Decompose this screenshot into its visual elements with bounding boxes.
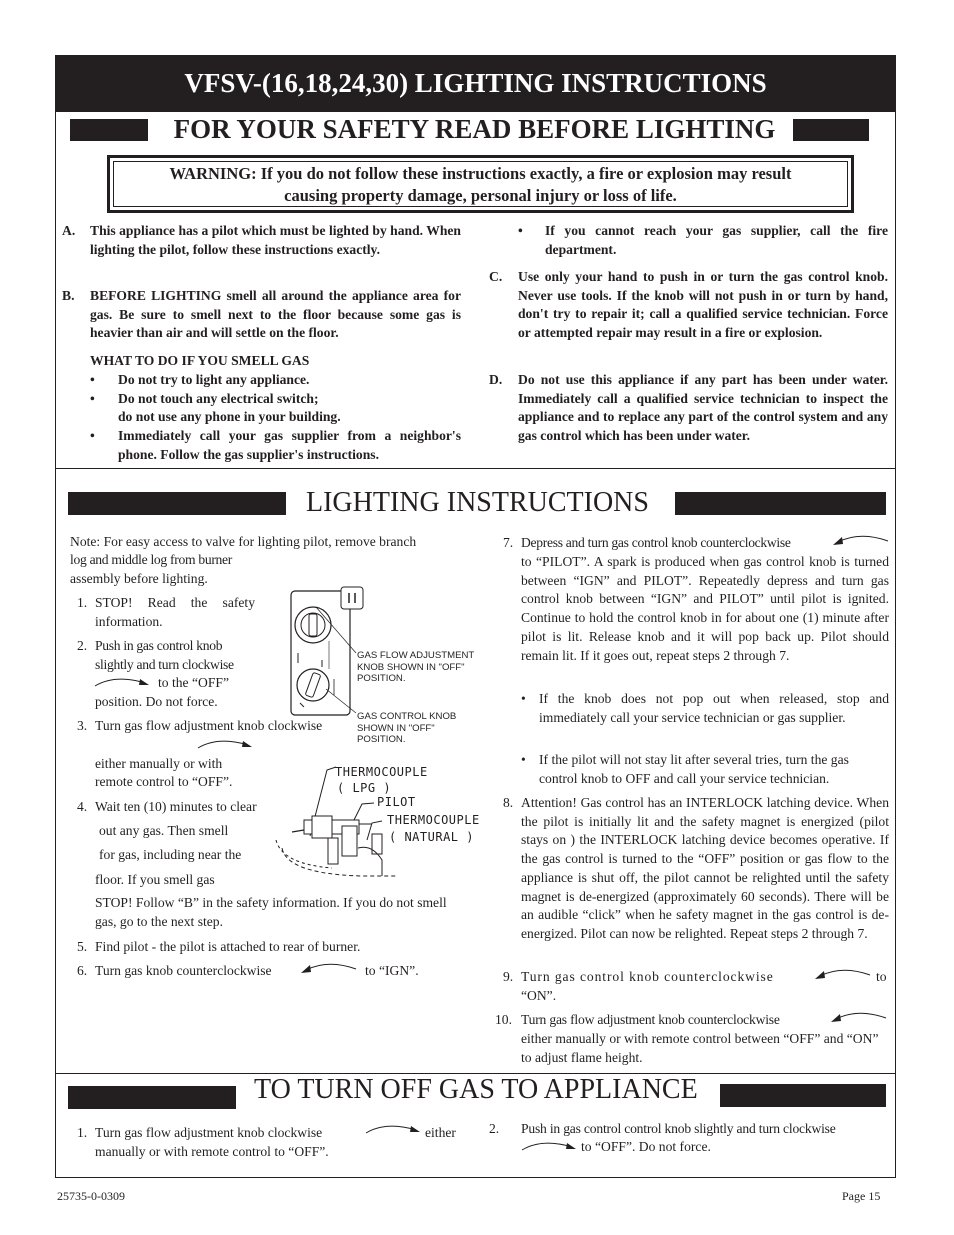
smell-heading: WHAT TO DO IF YOU SMELL GAS xyxy=(90,353,310,368)
counterclockwise-arrow-icon xyxy=(812,966,874,980)
safety-c-letter: C. xyxy=(489,269,503,284)
safety-d-text: Do not use this appliance if any part has been under water. Immediately call a qualified service technician to inspect the appliance and to replace any part of the control system and any gas control which has been under water. xyxy=(518,372,888,444)
smell-bullet-1: Do not try to light any appliance. xyxy=(118,372,310,387)
heading-bar-right xyxy=(720,1084,886,1107)
step-7-text-b: to “PILOT”. A spark is produced when gas control knob is turned between “IGN” and PILOT”. Repeatedly depress and turn gas control knob between “IGN” and PILOT” until pilot is ignited. Continue to hold the control knob in for about one (1) minute after pilot is lit. Release knob and it will pop back up. Pilot should remain lit. If it goes out, repeat steps 2 through 7. xyxy=(521,554,889,663)
thermocouple-natural-label: THERMOCOUPLE xyxy=(387,813,480,827)
warning-line-1: WARNING: If you do not follow these instructions exactly, a fire or explosion may result xyxy=(169,164,792,183)
step-9-text-c: “ON”. xyxy=(521,988,557,1003)
step-2-text-b: to the “OFF” position. Do not force. xyxy=(95,675,229,709)
step-number: 2. xyxy=(77,638,88,653)
safety-a-text: This appliance has a pilot which must be lighted by hand. When lighting the pilot, follow these instructions exactly. xyxy=(90,223,461,257)
counterclockwise-arrow-icon xyxy=(830,532,892,546)
step-2-text-a: Push in gas control knob slightly and turn clockwise xyxy=(95,638,234,672)
counterclockwise-arrow-icon xyxy=(828,1009,890,1023)
step-7-text-a: Depress and turn gas control knob counterclockwise xyxy=(521,535,791,550)
step-number: 9. xyxy=(503,969,514,984)
step-7-bullet-1: If the knob does not pop out when released, stop and immediately call your service technician or gas supplier. xyxy=(539,691,889,725)
bullet-icon: • xyxy=(90,391,95,406)
pilot-label: PILOT xyxy=(377,795,416,809)
heading-bar-right xyxy=(793,119,869,141)
step-number: 3. xyxy=(77,718,88,733)
step-number: 6. xyxy=(77,963,88,978)
page-title: VFSV-(16,18,24,30) LIGHTING INSTRUCTIONS xyxy=(55,55,896,112)
warning-box xyxy=(107,155,854,213)
heading-bar-left xyxy=(68,1086,236,1109)
step-7-bullet-2: If the pilot will not stay lit after several tries, turn the gas control knob to OFF and call your service technician. xyxy=(539,752,849,786)
document-code: 25735-0-0309 xyxy=(57,1189,125,1203)
heading-bar-left xyxy=(68,492,286,515)
lighting-note-line-3: assembly before lighting. xyxy=(70,571,208,586)
step-1-text: STOP! Read the safety information. xyxy=(95,595,255,629)
turnoff-step-1-text-c: manually or with remote control to “OFF”. xyxy=(95,1144,329,1159)
smell-bullet-2a: Do not touch any electrical switch; xyxy=(118,391,319,406)
step-number: 1. xyxy=(77,1125,88,1140)
safety-d-letter: D. xyxy=(489,372,503,387)
bullet-icon: • xyxy=(521,691,526,706)
step-3-text-b: either manually or with remote control to “OFF”. xyxy=(95,755,233,790)
step-number: 1. xyxy=(77,595,88,610)
step-9-text-a: Turn gas control knob counterclockwise xyxy=(521,969,774,984)
lighting-heading: LIGHTING INSTRUCTIONS xyxy=(306,487,649,518)
gas-valve-diagram xyxy=(286,585,486,785)
safety-heading: FOR YOUR SAFETY READ BEFORE LIGHTING xyxy=(173,114,776,144)
step-3-text-a: Turn gas flow adjustment knob clockwise xyxy=(95,718,323,733)
step-number: 7. xyxy=(503,535,514,550)
gas-control-knob-label: GAS CONTROL KNOB SHOWN IN "OFF" POSITION. xyxy=(357,711,457,745)
step-number: 8. xyxy=(503,795,514,810)
turnoff-step-1-text-b: either xyxy=(425,1125,456,1140)
counterclockwise-arrow-icon xyxy=(298,960,360,974)
step-number: 5. xyxy=(77,939,88,954)
gas-flow-knob-label: GAS FLOW ADJUSTMENT KNOB SHOWN IN "OFF" POSITION. xyxy=(357,650,475,684)
bullet-icon: • xyxy=(518,223,523,238)
bullet-icon: • xyxy=(90,372,95,387)
bullet-icon: • xyxy=(90,428,95,443)
safety-a-letter: A. xyxy=(62,223,76,238)
step-6-text-b: to “IGN”. xyxy=(365,963,419,978)
step-4-text-b: out any gas. Then smell xyxy=(99,823,229,838)
lighting-note-line-2: log and middle log from burner xyxy=(70,552,233,567)
step-4-text-a: Wait ten (10) minutes to clear xyxy=(95,799,257,814)
step-number: 2. xyxy=(489,1121,500,1136)
thermocouple-lpg-sub-label: ( LPG ) xyxy=(337,781,392,795)
smell-bullet-3: Immediately call your gas supplier from a neighbor's phone. Follow the gas supplier's instructions. xyxy=(118,428,461,462)
heading-bar-right xyxy=(675,492,886,515)
smell-bullet-4: If you cannot reach your gas supplier, call the fire department. xyxy=(545,223,888,257)
step-9-text-b: to xyxy=(876,969,887,984)
safety-b-letter: B. xyxy=(62,288,75,303)
step-10-text-b: either manually or with remote control between “OFF” and “ON” to adjust flame height. xyxy=(521,1031,879,1065)
step-number: 4. xyxy=(77,799,88,814)
page-number: Page 15 xyxy=(842,1189,881,1203)
step-5-text: Find pilot - the pilot is attached to rear of burner. xyxy=(95,939,361,954)
turnoff-step-2-text-a: Push in gas control control knob slightly and turn clockwise xyxy=(521,1121,836,1136)
turnoff-step-2-text-b: to “OFF”. Do not force. xyxy=(581,1139,711,1154)
step-10-text-a: Turn gas flow adjustment knob counterclockwise xyxy=(521,1012,780,1027)
safety-b-text: BEFORE LIGHTING smell all around the appliance area for gas. Be sure to smell next to the floor because some gas is heavier than air and will settle on the floor. xyxy=(90,288,461,341)
bullet-icon: • xyxy=(521,752,526,767)
lighting-note-line-1: Note: For easy access to valve for lighting pilot, remove branch xyxy=(70,534,417,549)
step-4-text-d: floor. If you smell gas xyxy=(95,872,215,887)
warning-line-2: causing property damage, personal injury or loss of life. xyxy=(284,186,677,205)
step-6-text-a: Turn gas knob counterclockwise xyxy=(95,963,272,978)
turnoff-step-1-text-a: Turn gas flow adjustment knob clockwise xyxy=(95,1125,323,1140)
thermocouple-natural-sub-label: ( NATURAL ) xyxy=(389,830,474,844)
section-divider xyxy=(55,468,896,469)
thermocouple-lpg-label: THERMOCOUPLE xyxy=(335,765,428,779)
step-8-text: Attention! Gas control has an INTERLOCK latching device. When the pilot is initially lit and the safety magnet is energized (pilot stays on ) the INTERLOCK latching device becomes operative. If the gas control is turned to the “OFF” position or gas flow to the appliance is shut off, the pilot cannot be relighted until the safety magnet is de-energized (approximately 60 seconds). There will be an audible “click” when he safety magnet in the gas control is de-energized. Pilot can now be relighted. Repeat steps 2 through 7. xyxy=(521,795,889,941)
clockwise-arrow-icon xyxy=(364,1122,424,1136)
clockwise-arrow-icon xyxy=(520,1139,580,1153)
step-4-text-e: STOP! Follow “B” in the safety information. If you do not smell gas, go to the next step. xyxy=(95,895,447,929)
step-number: 10. xyxy=(495,1012,512,1027)
step-4-text-c: for gas, including near the xyxy=(99,847,242,862)
smell-bullet-2b: do not use any phone in your building. xyxy=(118,409,341,424)
turnoff-heading: TO TURN OFF GAS TO APPLIANCE xyxy=(254,1074,698,1105)
safety-c-text: Use only your hand to push in or turn the gas control knob. Never use tools. If the knob will not push in or turn by hand, don't try to repair it; call a qualified service technician. Force or attempted repair may result in a fire or explosion. xyxy=(518,269,888,341)
